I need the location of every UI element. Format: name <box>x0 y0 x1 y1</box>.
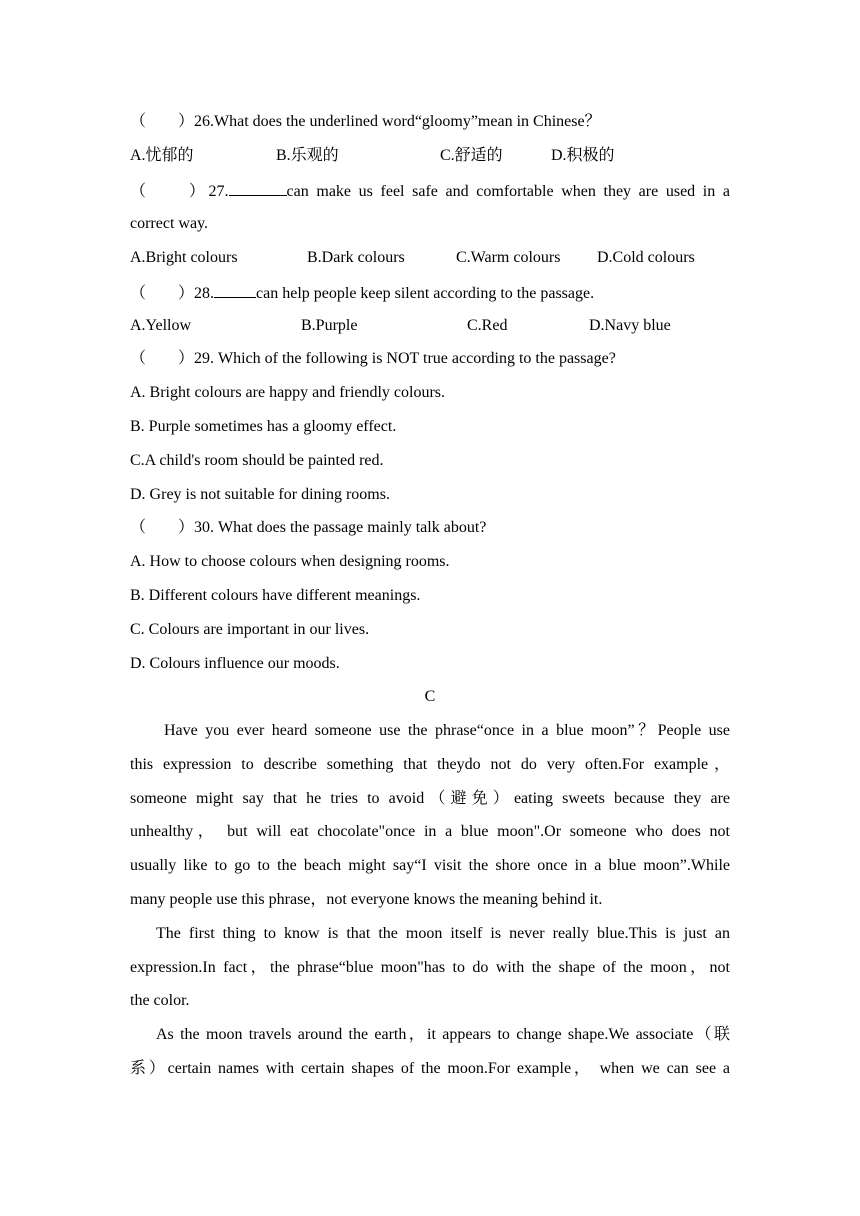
question-28-stem <box>130 282 730 304</box>
question-29-option-d: D. Grey is not suitable for dining rooms. <box>130 486 390 503</box>
paragraph-1-line-3: someone might say that he tries to avoid（避免）eating sweets because they are <box>130 790 730 807</box>
question-28-option-c: C.Red <box>467 317 508 334</box>
paragraph-1-line-5: usually like to go to the beach might say“I visit the shore once in a blue moon”.While <box>130 857 730 874</box>
question-29-stem: （ ）29. Which of the following is NOT true according to the passage? <box>130 350 616 367</box>
question-29-option-b: B. Purple sometimes has a gloomy effect. <box>130 418 397 435</box>
paragraph-2-line-1: The first thing to know is that the moon itself is never really blue.This is just an <box>156 925 730 942</box>
question-28-option-d: D.Navy blue <box>589 317 671 334</box>
paragraph-2-line-3: the color. <box>130 992 190 1009</box>
question-27-option-b: B.Dark colours <box>307 249 405 266</box>
question-26-option-a: A.忧郁的 <box>130 147 194 164</box>
paragraph-1-line-4: unhealthy， but will eat chocolate"once in a blue moon".Or someone who does not <box>130 823 730 840</box>
question-27-option-c: C.Warm colours <box>456 249 561 266</box>
question-26-option-d: D.积极的 <box>551 147 615 164</box>
question-28-stem-text: can help people keep silent according to the passage. <box>256 285 595 302</box>
question-28-option-a: A.Yellow <box>130 317 192 334</box>
question-29-option-c: C.A child's room should be painted red. <box>130 452 384 469</box>
paragraph-1-line-2: this expression to describe something that theydo not do very often.For example， <box>130 756 731 773</box>
question-26-option-b: B.乐观的 <box>276 147 339 164</box>
question-30-option-a: A. How to choose colours when designing rooms. <box>130 553 450 570</box>
question-27-stem-text: can make us feel safe and comfortable when they are used in a <box>286 183 730 200</box>
answer-blank <box>229 180 287 196</box>
question-26-stem: （ ）26.What does the underlined word“gloomy”mean in Chinese？ <box>130 113 601 130</box>
question-28-number: （ ）28. <box>130 285 215 302</box>
question-30-option-c: C. Colours are important in our lives. <box>130 621 370 638</box>
paragraph-1-line-6: many people use this phrase，not everyone knows the meaning behind it. <box>130 891 603 908</box>
question-29-option-a: A. Bright colours are happy and friendly colours. <box>130 384 446 401</box>
question-28-option-b: B.Purple <box>301 317 358 334</box>
paragraph-1-line-1: Have you ever heard someone use the phrase“once in a blue moon”？People use <box>164 722 730 739</box>
question-27-option-a: A.Bright colours <box>130 249 238 266</box>
paragraph-3-line-1: As the moon travels around the earth，it appears to change shape.We associate（联 <box>156 1026 730 1043</box>
section-heading: C <box>424 688 436 705</box>
question-27-stem-continued: correct way. <box>130 215 209 232</box>
paragraph-3-line-2: 系）certain names with certain shapes of the moon.For example， when we can see a <box>130 1060 730 1077</box>
question-26-option-c: C.舒适的 <box>440 147 503 164</box>
question-30-option-b: B. Different colours have different meanings. <box>130 587 421 604</box>
question-27-stem <box>130 180 730 202</box>
question-30-stem: （ ）30. What does the passage mainly talk about? <box>130 519 487 536</box>
question-27-option-d: D.Cold colours <box>597 249 695 266</box>
paragraph-2-line-2: expression.In fact，the phrase“blue moon"has to do with the shape of the moon，not <box>130 959 731 976</box>
question-30-option-d: D. Colours influence our moods. <box>130 655 340 672</box>
answer-blank <box>214 282 256 298</box>
question-27-number: （ ）27. <box>130 183 229 200</box>
